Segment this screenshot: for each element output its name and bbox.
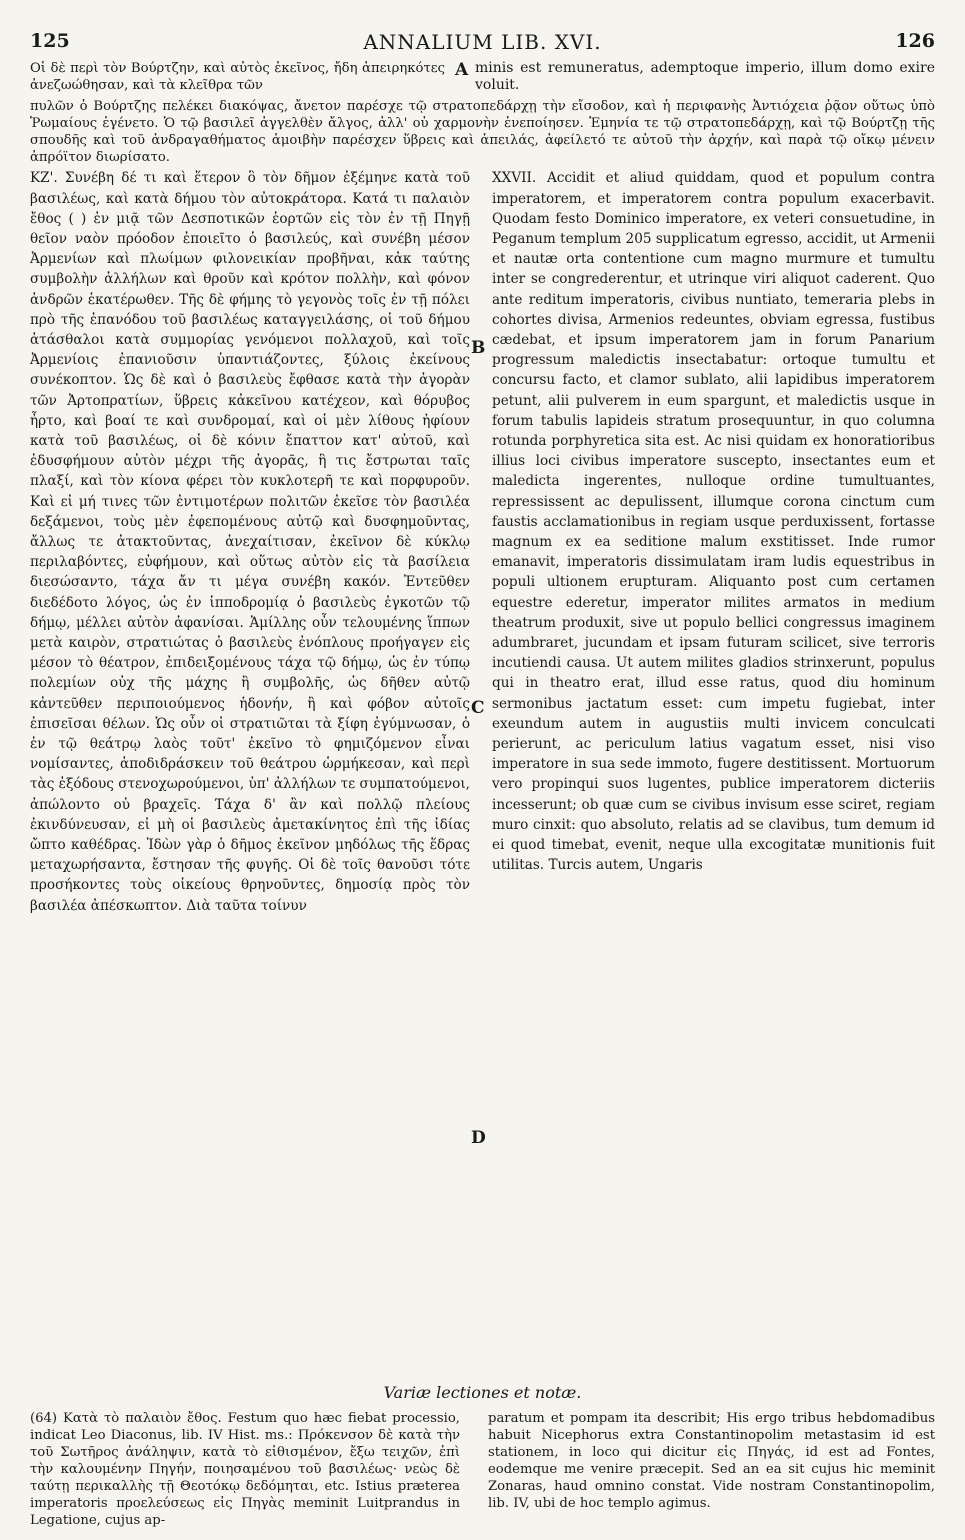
top-block bbox=[30, 60, 935, 96]
note-left: (64) Κατὰ τὸ παλαιὸν ἔθος. Festum quo hæc fiebat processio, indicat Leo Diaconus, lib. IV Hist. ms.: Πρόκενσον δὲ κατὰ τὴν τοῦ Σωτῆρος ἀνάληψιν, κατὰ τὸ εἰθισμένον, ἔξω τειχῶν, ἐπὶ τὴν καλουμένην Πηγήν, ποιησαμένου τοῦ βασιλέως· νεὼς δὲ ταύτῃ περικαλλὴς τῇ Θεοτόκῳ δεδόμηται, etc. Istius præterea imperatoris προελεύσεως εἰς Πηγὰς meminit Luitprandus in Legatione, cujus ap- bbox=[30, 1411, 460, 1528]
latin-text: XXVII. Accidit et aliud quiddam, quod et populum contra imperatorem, et imperatorem contra populum exacerbavit. Quodam festo Dominico imperatore, ex veteri consuetudine, in Peganum templum 205 supplicatum egresso, accidit, ut Armenii et nautæ orta contentione cum magno murmure et tumultu inter se congrederentur, et utrinque viri aliquot caderent. Quo ante reditum imperatoris, civibus nuntiato, temeraria plebs in cohortes divisa, Armenios redeuntes, obviam egressa, fustibus cædebat, et ipsum imperatorem jam in forum Panarium progressum maledictis insectabatur: ortoque tumultu et concursu facto, et clamor sublato, alii lapidibus imperatorem petunt, alii pulverem in eum spargunt, et maledictis usque in forum tabulis lapideis stratum prosequuntur, in quo columna rotunda porphyretica sita est. Ac nisi quidam ex honoratioribus illius loci civibus imperatore suscepto, insectantes eum et maledicta ingerentes, nulloque ordine tumultuantes, repressissent ac depulissent, illumque corona cinctum cum faustis acclamationibus in regiam usque perduxissent, fortasse magnum ex ea seditione malum exstitisset. Inde rumor emanavit, imperatoris dissimulatam iram ludis equestribus in populi ultionem erupturam. Aliquanto post cum certamen equestre ederetur, imperator milites armatos in medium theatrum produxit, sive ut populo bellici congressus imaginem adumbraret, jucundam et ipsam futuram scilicet, sive terroris incutiendi causa. Ut autem milites gladios strinxerunt, populus qui in theatro erat, illud esse ratus, quod diu hominum sermonibus jactatum esset: cum impetu fugiebat, inter exeundum autem in augustiis multi invicem conculcati perierunt, ac periculum latius vagatum esset, nisi viso imperatore in sua sede immoto, fugere destitissent. Mortuorum vero propinqui suos lugentes, publice imperatorem dicteriis incesserunt; ob quæ cum se civibus invisum esse sciret, regiam muro cinxit: quo absoluto, relatis ad se clavibus, tum demum id ei quod timebat, evenit, neque ulla excogitatæ munitionis fuit utilitas. Turcis autem, Ungaris bbox=[492, 170, 935, 874]
greek-wide-paragraph: πυλῶν ὁ Βούρτζης πελέκει διακόψας, ἄνετον παρέσχε τῷ στρατοπεδάρχῃ τὴν εἴσοδον, καὶ ἡ περιφανὴς Ἀντιόχεια ῥᾷον οὕτως ὑπὸ Ῥωμαίους ἐγένετο. Ὁ τῷ βασιλεῖ ἀγγελθὲν ἄλγος, ἀλλ' οὐ χαρμονὴν ἐνεποίησεν. Ἐμηνία τε τῷ στρατοπεδάρχῃ, καὶ τῷ Βούρτζῃ τῆς σπουδῆς καὶ τοῦ ἀνδραγαθήματος ἀμοιβὴν παρέσχεν ὕβρεις καὶ ἀπειλάς, ἀφείλετό τε αὐτοῦ τὴν ἀρχήν, καὶ παρὰ τῷ οἴκῳ μένειν ἀπρόϊτον διωρίσατο. bbox=[30, 99, 935, 166]
document-page bbox=[30, 30, 935, 1528]
running-title: ANNALIUM LIB. XVI. bbox=[363, 30, 602, 54]
page-number-right: 126 bbox=[895, 30, 935, 52]
page-number-left: 125 bbox=[30, 30, 70, 52]
greek-text: ΚΖ'. Συνέβη δέ τι καὶ ἕτερον ὃ τὸν δῆμον ἐξέμηνε κατὰ τοῦ βασιλέως, καὶ κατὰ δήμου τὸν αὐτοκράτορα. Κατά τι παλαιὸν ἔθος ( ) ἐν μιᾷ τῶν Δεσποτικῶν ἑορτῶν εἰς τὸν ἐν τῇ Πηγῇ θεῖον ναὸν πρόοδον ἐποιεῖτο ὁ βασιλεύς, καὶ συνέβη μέσον Ἀρμενίων καὶ πλωίμων φιλονεικίαν προβῆναι, κἀκ ταύτης συμβολὴν ἀλλήλων καὶ θροῦν καὶ κρότον πολλὴν, καὶ φόνον ἀνδρῶν ἑκατέρωθεν. Τῆς δὲ φήμης τὸ γεγονὸς τοῖς ἐν τῇ πόλει πρὸ τῆς ἐπανόδου τοῦ βασιλέως καταγγειλάσης, οἱ τοῦ δήμου ἀτάσθαλοι κατὰ συμμορίας γενόμενοι πολλαχοῦ, καὶ τοῖς Ἀρμενίοις ἐπανιοῦσιν ὑπαντιάζοντες, ξύλοις ἐκείνους συνέκοπτον. Ὡς δὲ καὶ ὁ βασιλεὺς ἔφθασε κατὰ τὴν ἀγορὰν τῶν Ἀρτοπρατίων, ὕβρεις κἀκεῖνου κατέχεον, καὶ θόρυβος ἦρτο, καὶ βοαί τε καὶ συνδρομαί, καὶ οἱ μὲν λίθους ἠφίουν κατὰ τοῦ βασιλέως, οἱ δὲ κόνιν ἔπαττον κατ' αὐτοῦ, καὶ ἐδυσφήμουν αὐτὸν μέχρι τῆς ἀγορᾶς, ἣ τις ἔστρωται ταῖς πλαξί, καὶ τὸν κίονα φέρει τὸν κυκλοτερῆ τε καὶ πορφυροῦν. Καὶ εἰ μή τινες τῶν ἐντιμοτέρων πολιτῶν ἐκεῖσε τὸν βασιλέα δεξάμενοι, τοὺς μὲν ἐφεπομένους αὐτῷ καὶ δυσφημοῦντας, ἄλλως τε ἀτακτοῦντας, ἀνεχαίτισαν, ἐκεῖνον δὲ κύκλῳ περιλαβόντες, εὐφήμουν, καὶ οὕτως αὐτὸν εἰς τὰ βασίλεια διεσώσαντο, τάχα ἄν τι μέγα συνέβη κακόν. Ἐντεῦθεν διεδέδοτο λόγος, ὡς ἐν ἱπποδρομίᾳ ὁ βασιλεὺς ἐγκοτῶν τῷ δήμῳ, μέλλει αὐτὸν ἀφανίσαι. Ἁμίλλης οὖν τελουμένης ἵππων μετὰ καιρὸν, στρατιώτας ὁ βασιλεὺς ἐνόπλους προήγαγεν εἰς μέσον τὸ θέατρον, ἐπιδειξομένους τάχα τῷ δήμῳ, ὡς ἐν τύπῳ πολεμίων οὐχ τῆς μάχης ἢ συμβολῆς, ὡς δῆθεν αὐτῷ κἀντεῦθεν περιποιούμενος ἡδονήν, ἢ καὶ φόβον αὐτοῖς ἐπισεῖσαι θέλων. Ὡς οὖν οἱ στρατιῶται τὰ ξίφη ἐγύμνωσαν, ὁ ἐν τῷ θεάτρῳ λαὸς τοῦτ' ἐκεῖνο τὸ φημιζόμενον εἶναι νομίσαντες, ἀποδιδράσκειν τοῦ θεάτρου ὡρμήκεσαν, καὶ περὶ τὰς ἐξόδους στενοχωρούμενοι, ὑπ' ἀλλήλων τε συμπατούμενοι, ἀπώλοντο οὐ βραχεῖς. Τάχα δ' ἂν καὶ πολλῷ πλείους ἐκινδύνευσαν, εἰ μὴ οἱ βασιλεὺς ἀμετακίνητος ἐπὶ τῆς ἰδίας ὤπτο καθέδρας. Ἰδὼν γὰρ ὁ δῆμος ἐκεῖνον μηδόλως τῆς ἕδρας μεταχωρήσαντα, ἔστησαν τῆς φυγῆς. Οἱ δὲ τοῖς θανοῦσι τότε προσήκοντες τοὺς οἰκείους θρηνοῦντες, δημοσίᾳ πρὸς τὸν βασιλέα ἀπέσκωπτον. Διὰ ταῦτα τοίνυν bbox=[30, 170, 470, 914]
greek-column bbox=[30, 168, 470, 916]
margin-marker-a: A bbox=[455, 60, 469, 80]
margin-marker-b: B bbox=[471, 338, 486, 359]
margin-marker-d: D bbox=[471, 1128, 486, 1149]
running-header bbox=[30, 30, 935, 60]
greek-intro-a: Οἱ δὲ περὶ τὸν Βούρτζην, καὶ αὐτὸς ἐκεῖνος, ἤδη ἀπειρηκότες ἀνεζωώθησαν, καὶ τὰ κλεῖθρα τῶν bbox=[30, 61, 445, 94]
margin-marker-c: C bbox=[471, 698, 485, 719]
latin-column bbox=[492, 168, 935, 875]
note-right: paratum et pompam ita describit; His ergo tribus hebdomadibus habuit Nicephorus extra Constantinopolim metastasim id est stationem, in loco qui dicitur εἰς Πηγάς, id est ad Fontes, eodemque me venire præcepit. Sed an ea sit cujus hic meminit Zonaras, haud omnino constat. Vide nostram Constantinopolim, lib. IV, ubi de hoc templo agimus. bbox=[488, 1411, 935, 1511]
notes-heading: Variæ lectiones et notæ. bbox=[383, 1383, 582, 1402]
latin-intro-a: minis est remuneratus, ademptoque imperio, illum domo exire voluit. bbox=[475, 60, 935, 94]
